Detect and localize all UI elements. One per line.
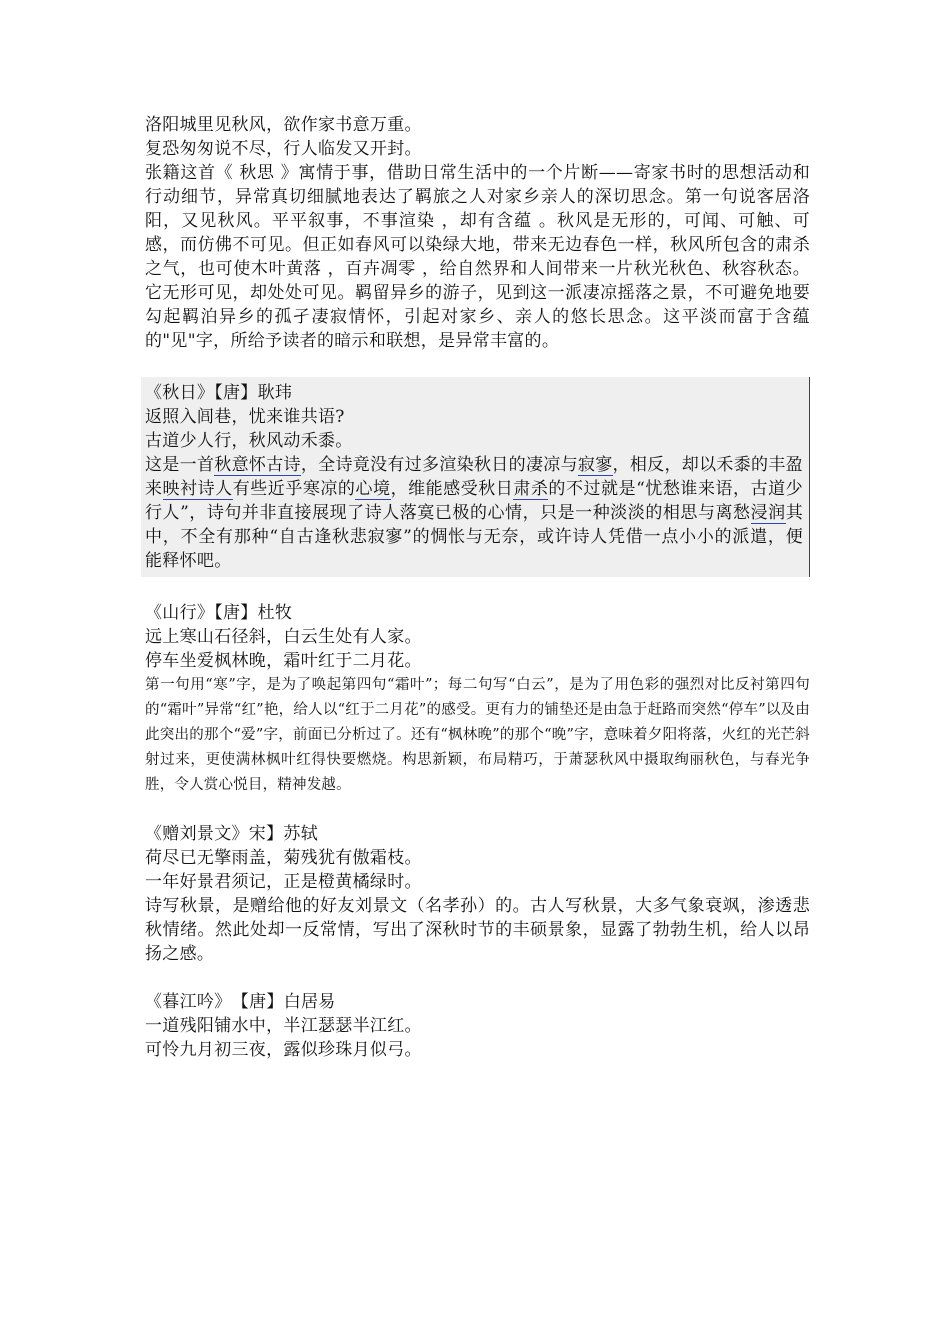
poem-title: 《秋日》【唐】耿玮 — [145, 383, 293, 403]
commentary-text: 有些近乎寒凉的 — [232, 479, 356, 499]
poem-line: 一道残阳铺水中，半江瑟瑟半江红。 — [145, 1016, 422, 1036]
poem-line: 复恐匆匆说不尽，行人临发又开封。 — [145, 139, 422, 159]
poem-shanxing-section — [145, 601, 810, 798]
commentary-text: ，维能感受秋日 — [390, 479, 514, 499]
hyperlink-jiliao[interactable]: 寂寥 — [577, 455, 613, 475]
commentary-text: 这是一首 — [145, 455, 215, 475]
poem-commentary: 第一句用“寒”字，是为了唤起第四句“霜叶”；每二句写“白云”，是为了用色彩的强烈对比反衬第四句的“霜叶”异常“红”艳，给人以“红于二月花”的感受。更有力的铺垫还是由急于赶路而突然“停车”以及由此突出的那个“爱”字，前面已分析过了。还有“枫林晚”的那个“晚”字，意味着夕阳将落，火红的光芒斜射过来，更使满林枫叶红得快要燃烧。构思新颖，布局精巧，于萧瑟秋风中摄取绚丽秋色，与春光争胜，令人赏心悦目，精神发越。 — [145, 677, 810, 793]
poem-title: 《山行》【唐】杜牧 — [145, 603, 293, 623]
poem-title: 《赠刘景文》宋】苏轼 — [145, 824, 318, 844]
hyperlink-qiuyi[interactable]: 秋意怀古诗 — [214, 455, 301, 475]
document-body — [145, 113, 810, 1086]
poem-line: 古道少人行，秋风动禾黍。 — [145, 431, 353, 451]
hyperlink-yingchen[interactable]: 映衬诗人 — [162, 479, 233, 499]
poem-line: 可怜九月初三夜，露似珍珠月似弓。 — [145, 1040, 422, 1060]
hyperlink-susha[interactable]: 肃杀 — [513, 479, 549, 499]
poem-qiuri-section — [141, 377, 810, 577]
poem-commentary: 张籍这首《 秋思 》寓情于事，借助日常生活中的一个片断——寄家书时的思想活动和行动细节，异常真切细腻地表达了羁旅之人对家乡亲人的深切思念。第一句说客居洛阳，又见秋风。平平叙事，不事渲染 ，却有含蕴 。秋风是无形的，可闻、可触、可感，而仿佛不可见。但正如春风可以染绿大地，带来无边春色一样，秋风所包含的肃杀之气，也可使木叶黄落 ，百卉凋零 ，给自然界和人间带来一片秋光秋色、秋容秋态。它无形可见，却处处可见。羁留异乡的游子，见到这一派凄凉摇落之景，不可避免地要勾起羁泊异乡的孤孑凄寂情怀，引起对家乡、亲人的悠长思念。这平淡而富于含蕴的"见"字，所给予读者的暗示和联想，是异常丰富的。 — [145, 163, 810, 351]
poem-line: 洛阳城里见秋风，欲作家书意万重。 — [145, 115, 422, 135]
commentary-text: ，全诗竟没有过多渲染秋日的凄凉与 — [300, 455, 578, 475]
poem-title: 《暮江吟》 【唐】白居易 — [145, 992, 336, 1012]
poem-commentary — [145, 453, 809, 573]
hyperlink-jinrun[interactable]: 浸润 — [750, 503, 786, 523]
poem-line: 远上寒山石径斜，白云生处有人家。 — [145, 627, 422, 647]
poem-qiusi-section — [145, 113, 810, 353]
poem-line: 一年好景君须记，正是橙黄橘绿时。 — [145, 872, 422, 892]
poem-line: 荷尽已无擎雨盖，菊残犹有傲霜枝。 — [145, 848, 422, 868]
poem-zengliujingwen-section — [145, 822, 810, 966]
commentary-text: 其中，不全有那种“自古逢秋悲寂寥”的惆怅与无奈，或许诗人凭借一点小小的派遣，便能释怀吧。 — [145, 503, 803, 571]
poem-mujiangyin-section — [145, 990, 810, 1062]
poem-line: 返照入闾巷，忧来谁共语? — [145, 407, 345, 427]
hyperlink-xinjing[interactable]: 心境 — [355, 479, 391, 499]
poem-commentary: 诗写秋景，是赠给他的好友刘景文（名孝孙）的。古人写秋景，大多气象衰飒，渗透悲秋情绪。然此处却一反常情，写出了深秋时节的丰硕景象，显露了勃勃生机，给人以昂扬之感。 — [145, 896, 810, 964]
commentary-text: ，相反，却以禾黍的丰盈来 — [145, 455, 803, 499]
poem-line: 停车坐爱枫林晚，霜叶红于二月花。 — [145, 651, 422, 671]
commentary-text: 的不过就是“忧愁谁来语，古道少行人”，诗句并非直接展现了诗人落寞已极的心情，只是一种淡淡的相思与离愁 — [145, 479, 803, 523]
